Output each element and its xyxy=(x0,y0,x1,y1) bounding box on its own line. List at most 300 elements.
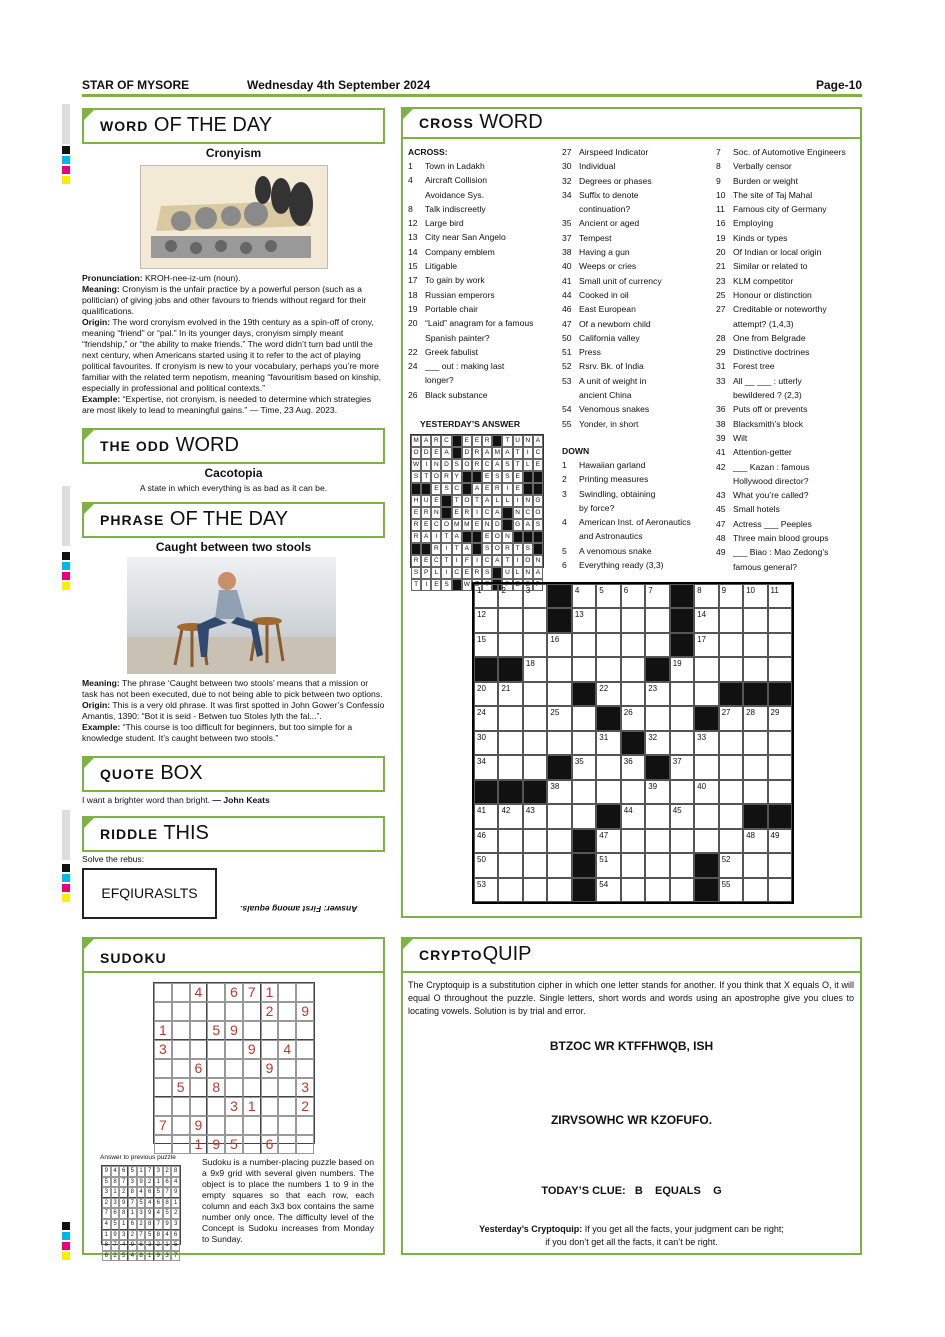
crossword-cell[interactable] xyxy=(596,780,620,804)
crossword-cell[interactable] xyxy=(743,731,767,755)
clue-text: Puts off or prevents xyxy=(733,404,808,415)
crossword-cell[interactable] xyxy=(768,608,792,632)
sudoku-cell[interactable] xyxy=(172,1135,190,1154)
crossword-cell[interactable] xyxy=(768,755,792,779)
crossword-cell[interactable] xyxy=(498,731,522,755)
crossword-cell[interactable] xyxy=(572,780,596,804)
answer-black-square xyxy=(513,531,523,543)
crossword-cell[interactable] xyxy=(645,633,669,657)
sudoku-cell[interactable] xyxy=(278,1021,296,1040)
crossword-cell[interactable] xyxy=(621,780,645,804)
clue-text: continuation? xyxy=(579,204,631,215)
sudoku-cell[interactable] xyxy=(278,1097,296,1116)
crossword-cell[interactable] xyxy=(621,804,645,828)
crossword-cell[interactable] xyxy=(523,608,547,632)
previous-sudoku-cell: 4 xyxy=(163,1230,172,1241)
crossword-cell[interactable] xyxy=(743,657,767,681)
answer-cell: R xyxy=(411,519,421,531)
crossword-cell[interactable] xyxy=(547,682,571,706)
crossword-cell[interactable] xyxy=(670,731,694,755)
sudoku-cell[interactable]: 5 xyxy=(207,1021,225,1040)
crossword-cell[interactable] xyxy=(768,829,792,853)
crossword-cell[interactable] xyxy=(474,829,498,853)
answer-cell: S xyxy=(502,471,512,483)
sudoku-cell[interactable] xyxy=(278,1078,296,1097)
previous-sudoku-cell: 5 xyxy=(111,1219,120,1230)
answer-cell: N xyxy=(523,495,533,507)
sudoku-cell[interactable] xyxy=(225,1002,243,1021)
phrase-title-box xyxy=(82,502,385,538)
sudoku-cell[interactable] xyxy=(296,1116,314,1135)
crossword-cell[interactable] xyxy=(498,682,522,706)
sudoku-cell[interactable] xyxy=(243,1135,261,1154)
crossword-cell[interactable] xyxy=(768,584,792,608)
sudoku-cell[interactable] xyxy=(154,983,172,1002)
answer-cell: E xyxy=(513,579,523,591)
crossword-cell[interactable] xyxy=(694,780,718,804)
crossword-cell[interactable] xyxy=(621,878,645,902)
clue-number: 36 xyxy=(716,404,726,415)
crossword-cell[interactable] xyxy=(596,633,620,657)
crossword-cell[interactable] xyxy=(621,633,645,657)
crossword-cell[interactable] xyxy=(621,584,645,608)
sudoku-cell[interactable] xyxy=(172,1059,190,1078)
previous-sudoku-cell: 3 xyxy=(137,1208,146,1219)
clue-item xyxy=(562,359,712,373)
sudoku-cell[interactable] xyxy=(207,1116,225,1135)
sudoku-cell[interactable]: 1 xyxy=(154,1021,172,1040)
answer-cell: D xyxy=(441,459,451,471)
crossword-cell[interactable] xyxy=(768,878,792,902)
todays-clue: TODAY’S CLUE: B EQUALS G xyxy=(541,1185,722,1197)
crossword-cell[interactable] xyxy=(694,682,718,706)
cell-number: 44 xyxy=(623,806,633,816)
crossword-cell[interactable] xyxy=(670,878,694,902)
sudoku-cell[interactable] xyxy=(278,1002,296,1021)
crossword-cell[interactable] xyxy=(572,804,596,828)
crossword-cell[interactable] xyxy=(474,755,498,779)
crossword-cell[interactable] xyxy=(694,755,718,779)
sudoku-cell[interactable] xyxy=(207,1040,225,1059)
sudoku-cell[interactable] xyxy=(172,1002,190,1021)
crossword-cell[interactable] xyxy=(523,804,547,828)
crossword-cell[interactable] xyxy=(572,755,596,779)
crossword-cell[interactable] xyxy=(596,608,620,632)
sudoku-cell[interactable] xyxy=(207,983,225,1002)
sudoku-cell[interactable] xyxy=(207,1059,225,1078)
answer-cell: T xyxy=(441,531,451,543)
sudoku-cell[interactable] xyxy=(154,1097,172,1116)
crossword-cell[interactable] xyxy=(768,780,792,804)
crossword-cell[interactable] xyxy=(743,853,767,877)
crossword-cell[interactable] xyxy=(474,804,498,828)
sudoku-cell[interactable] xyxy=(225,1116,243,1135)
answer-cell: E xyxy=(513,471,523,483)
crossword-cell[interactable] xyxy=(572,706,596,730)
sudoku-cell[interactable]: 6 xyxy=(261,1135,279,1154)
answer-cell: U xyxy=(513,435,523,447)
sudoku-cell[interactable] xyxy=(207,1097,225,1116)
crossword-cell[interactable] xyxy=(547,780,571,804)
crossword-cell[interactable] xyxy=(645,804,669,828)
previous-sudoku-cell: 2 xyxy=(171,1208,180,1219)
sudoku-cell[interactable] xyxy=(296,1021,314,1040)
crossword-cell[interactable] xyxy=(621,829,645,853)
crossword-cell[interactable] xyxy=(596,731,620,755)
crossword-cell[interactable] xyxy=(670,829,694,853)
crossword-cell[interactable] xyxy=(596,829,620,853)
crossword-cell[interactable] xyxy=(547,829,571,853)
crossword-cell[interactable] xyxy=(670,657,694,681)
crossword-cell[interactable] xyxy=(523,633,547,657)
crossword-cell[interactable] xyxy=(523,829,547,853)
sudoku-cell[interactable]: 9 xyxy=(296,1002,314,1021)
sudoku-cell[interactable]: 5 xyxy=(172,1078,190,1097)
black-square xyxy=(572,682,596,706)
sudoku-cell[interactable] xyxy=(172,1116,190,1135)
previous-sudoku-cell: 2 xyxy=(119,1187,128,1198)
sudoku-cell[interactable] xyxy=(154,1002,172,1021)
sudoku-cell[interactable]: 2 xyxy=(296,1097,314,1116)
crossword-cell[interactable] xyxy=(719,878,743,902)
sudoku-cell[interactable] xyxy=(190,1021,208,1040)
crossword-cell[interactable] xyxy=(645,731,669,755)
crossword-cell[interactable] xyxy=(645,706,669,730)
crossword-cell[interactable] xyxy=(572,633,596,657)
crossword-cell[interactable] xyxy=(719,633,743,657)
sudoku-cell[interactable] xyxy=(296,1135,314,1154)
crossword-cell[interactable] xyxy=(694,657,718,681)
clue-number: 47 xyxy=(716,518,726,529)
crossword-cell[interactable] xyxy=(572,584,596,608)
answer-cell: I xyxy=(441,567,451,579)
crossword-cell[interactable] xyxy=(670,804,694,828)
crossword-cell[interactable] xyxy=(474,706,498,730)
sudoku-cell[interactable]: 7 xyxy=(243,983,261,1002)
sudoku-cell[interactable]: 9 xyxy=(243,1040,261,1059)
sudoku-cell[interactable] xyxy=(172,983,190,1002)
crossword-cell[interactable] xyxy=(719,853,743,877)
crossword-cell[interactable] xyxy=(498,755,522,779)
sudoku-cell[interactable]: 2 xyxy=(261,1002,279,1021)
sudoku-cell[interactable] xyxy=(243,1021,261,1040)
sudoku-cell[interactable] xyxy=(190,1097,208,1116)
answer-cell: E xyxy=(431,579,441,591)
crossword-cell[interactable] xyxy=(523,731,547,755)
crossword-cell[interactable] xyxy=(474,608,498,632)
yesterday-cryptoquip xyxy=(401,1223,862,1249)
answer-cell: I xyxy=(421,459,431,471)
crossword-cell[interactable] xyxy=(694,731,718,755)
crossword-cell[interactable] xyxy=(523,755,547,779)
sudoku-cell[interactable] xyxy=(154,1135,172,1154)
sudoku-cell[interactable] xyxy=(207,1002,225,1021)
crossword-cell[interactable] xyxy=(768,633,792,657)
crossword-cell[interactable] xyxy=(719,657,743,681)
previous-sudoku-cell: 8 xyxy=(171,1166,180,1177)
crossword-cell[interactable] xyxy=(743,829,767,853)
crossword-cell[interactable] xyxy=(474,731,498,755)
crossword-cell[interactable] xyxy=(621,755,645,779)
cell-number: 32 xyxy=(648,732,658,742)
sudoku-cell[interactable]: 9 xyxy=(261,1059,279,1078)
crossword-cell[interactable] xyxy=(621,706,645,730)
crossword-cell[interactable] xyxy=(670,682,694,706)
crossword-cell[interactable] xyxy=(572,608,596,632)
crossword-cell[interactable] xyxy=(572,731,596,755)
sudoku-cell[interactable] xyxy=(190,1040,208,1059)
crossword-cell[interactable] xyxy=(596,878,620,902)
crossword-cell[interactable] xyxy=(621,853,645,877)
clue-item xyxy=(716,502,861,516)
sudoku-cell[interactable] xyxy=(172,1021,190,1040)
sudoku-cell[interactable]: 4 xyxy=(190,983,208,1002)
sudoku-cell[interactable] xyxy=(296,1059,314,1078)
crossword-cell[interactable] xyxy=(694,804,718,828)
sudoku-cell[interactable] xyxy=(225,1040,243,1059)
crossword-cell[interactable] xyxy=(498,853,522,877)
answer-cell: T xyxy=(441,555,451,567)
crossword-cell[interactable] xyxy=(547,853,571,877)
crossword-cell[interactable] xyxy=(743,608,767,632)
sudoku-cell[interactable] xyxy=(190,1078,208,1097)
crossword-cell[interactable] xyxy=(719,706,743,730)
sudoku-cell[interactable]: 1 xyxy=(243,1097,261,1116)
crossword-cell[interactable] xyxy=(596,853,620,877)
crossword-cell[interactable] xyxy=(719,755,743,779)
sudoku-cell[interactable]: 9 xyxy=(190,1116,208,1135)
crossword-cell[interactable] xyxy=(645,780,669,804)
crossword-cell[interactable] xyxy=(768,853,792,877)
sudoku-cell[interactable] xyxy=(243,1116,261,1135)
crossword-cell[interactable] xyxy=(498,804,522,828)
previous-sudoku-cell: 6 xyxy=(137,1240,146,1251)
odd-word: Cacotopia xyxy=(204,466,263,480)
answer-cell: E xyxy=(513,483,523,495)
cell-number: 22 xyxy=(599,683,609,693)
answer-black-square xyxy=(533,531,543,543)
clue-item xyxy=(562,174,712,188)
crossword-cell[interactable] xyxy=(498,633,522,657)
crossword-cell[interactable] xyxy=(670,706,694,730)
sudoku-cell[interactable]: 8 xyxy=(207,1078,225,1097)
sudoku-cell[interactable] xyxy=(278,1135,296,1154)
answer-black-square xyxy=(462,471,472,483)
answer-cell: D xyxy=(462,447,472,459)
sudoku-cell[interactable] xyxy=(261,1116,279,1135)
crossword-cell[interactable] xyxy=(523,706,547,730)
answer-cell: O xyxy=(462,459,472,471)
crossword-cell[interactable] xyxy=(645,608,669,632)
answer-cell: T xyxy=(411,579,421,591)
crossword-cell[interactable] xyxy=(743,755,767,779)
sudoku-cell[interactable] xyxy=(278,1116,296,1135)
crossword-cell[interactable] xyxy=(694,633,718,657)
crossword-cell[interactable] xyxy=(596,682,620,706)
crossword-cell[interactable] xyxy=(694,584,718,608)
crossword-cell[interactable] xyxy=(719,608,743,632)
sudoku-cell[interactable] xyxy=(278,1059,296,1078)
cell-number: 48 xyxy=(746,830,755,840)
sudoku-cell[interactable]: 6 xyxy=(225,983,243,1002)
crossword-cell[interactable] xyxy=(645,853,669,877)
black-square xyxy=(670,608,694,632)
crossword-cell[interactable] xyxy=(498,706,522,730)
clue-text: longer? xyxy=(425,375,454,386)
crossword-cell[interactable] xyxy=(645,878,669,902)
across-clues-col2 xyxy=(562,145,712,431)
sudoku-cell[interactable] xyxy=(261,1078,279,1097)
cell-number: 41 xyxy=(477,806,486,816)
sudoku-cell[interactable] xyxy=(261,1097,279,1116)
crossword-cell[interactable] xyxy=(645,682,669,706)
sudoku-cell[interactable]: 9 xyxy=(225,1021,243,1040)
crossword-cell[interactable] xyxy=(743,780,767,804)
sudoku-cell[interactable] xyxy=(225,1078,243,1097)
crossword-cell[interactable] xyxy=(719,731,743,755)
sudoku-cell[interactable]: 1 xyxy=(190,1135,208,1154)
crossword-cell[interactable] xyxy=(474,853,498,877)
crossword-cell[interactable] xyxy=(768,657,792,681)
reg-mark xyxy=(62,1242,70,1250)
crossword-cell[interactable] xyxy=(474,878,498,902)
sudoku-cell[interactable] xyxy=(225,1059,243,1078)
crossword-cell[interactable] xyxy=(474,584,498,608)
crossword-cell[interactable] xyxy=(621,682,645,706)
sudoku-cell[interactable] xyxy=(278,983,296,1002)
sudoku-cell[interactable] xyxy=(243,1078,261,1097)
crossword-cell[interactable] xyxy=(523,584,547,608)
crossword-cell[interactable] xyxy=(743,706,767,730)
answer-cell: L xyxy=(492,495,502,507)
sudoku-cell[interactable] xyxy=(261,1021,279,1040)
crossword-cell[interactable] xyxy=(547,878,571,902)
across-label: ACROSS: xyxy=(408,147,448,157)
clue-text: Suffix to denote xyxy=(579,189,639,200)
crossword-cell[interactable] xyxy=(596,584,620,608)
crossword-cell[interactable] xyxy=(523,682,547,706)
sudoku-cell[interactable] xyxy=(172,1040,190,1059)
answer-cell: E xyxy=(431,483,441,495)
clue-number: 13 xyxy=(408,232,418,243)
sudoku-cell[interactable]: 3 xyxy=(225,1097,243,1116)
crossword-cell[interactable] xyxy=(719,804,743,828)
sudoku-cell[interactable] xyxy=(243,1002,261,1021)
clue-item xyxy=(716,417,861,431)
sudoku-cell[interactable] xyxy=(154,1078,172,1097)
sudoku-cell[interactable] xyxy=(261,1040,279,1059)
crossword-cell[interactable] xyxy=(498,878,522,902)
clue-item xyxy=(716,460,861,474)
paper-name: STAR OF MYSORE xyxy=(82,78,190,92)
crossword-cell[interactable] xyxy=(768,706,792,730)
crossword-cell[interactable] xyxy=(670,853,694,877)
crossword-cell[interactable] xyxy=(498,608,522,632)
crossword-cell[interactable] xyxy=(523,657,547,681)
crossword-cell[interactable] xyxy=(474,633,498,657)
crossword-cell[interactable] xyxy=(719,780,743,804)
clue-item xyxy=(408,331,558,345)
sudoku-cell[interactable]: 4 xyxy=(278,1040,296,1059)
crossword-cell[interactable] xyxy=(719,584,743,608)
clue-text: Airspeed Indicator xyxy=(579,147,649,157)
sudoku-cell[interactable]: 9 xyxy=(207,1135,225,1154)
answer-cell: U xyxy=(421,495,431,507)
answer-cell: C xyxy=(452,483,462,495)
crossword-cell[interactable] xyxy=(621,657,645,681)
crossword-cell[interactable] xyxy=(670,755,694,779)
crossword-cell[interactable] xyxy=(621,608,645,632)
sudoku-cell[interactable]: 6 xyxy=(190,1059,208,1078)
crossword-cell[interactable] xyxy=(719,829,743,853)
sudoku-cell[interactable]: 7 xyxy=(154,1116,172,1135)
sudoku-cell[interactable]: 1 xyxy=(261,983,279,1002)
sudoku-grid[interactable] xyxy=(153,982,315,1152)
sudoku-cell[interactable] xyxy=(154,1059,172,1078)
clue-number: 26 xyxy=(408,389,418,400)
crossword-cell[interactable] xyxy=(645,829,669,853)
previous-sudoku-cell: 6 xyxy=(171,1230,180,1241)
clue-item xyxy=(408,230,558,244)
crossword-cell[interactable] xyxy=(694,608,718,632)
crossword-cell[interactable] xyxy=(523,878,547,902)
crossword-cell[interactable] xyxy=(645,584,669,608)
sudoku-cell[interactable] xyxy=(172,1097,190,1116)
clue-item xyxy=(716,402,861,416)
clue-item xyxy=(562,388,712,402)
crossword-cell[interactable] xyxy=(498,584,522,608)
crossword-cell[interactable] xyxy=(572,657,596,681)
crossword-cell[interactable] xyxy=(498,829,522,853)
crossword-cell[interactable] xyxy=(547,706,571,730)
previous-sudoku-cell: 8 xyxy=(137,1251,146,1262)
reg-mark xyxy=(62,552,70,560)
crossword-cell[interactable] xyxy=(743,878,767,902)
clue-item xyxy=(562,288,712,302)
crossword-cell[interactable] xyxy=(596,657,620,681)
crossword-cell[interactable] xyxy=(596,755,620,779)
crossword-cell[interactable] xyxy=(768,731,792,755)
cell-number: 6 xyxy=(623,586,629,595)
sudoku-cell[interactable]: 3 xyxy=(296,1078,314,1097)
crossword-cell[interactable] xyxy=(474,682,498,706)
clue-text: Having a gun xyxy=(579,247,630,258)
sudoku-cell[interactable]: 3 xyxy=(154,1040,172,1059)
crossword-cell[interactable] xyxy=(547,731,571,755)
crossword-cell[interactable] xyxy=(547,633,571,657)
crossword-cell[interactable] xyxy=(694,829,718,853)
sudoku-cell[interactable]: 5 xyxy=(225,1135,243,1154)
crossword-cell[interactable] xyxy=(523,853,547,877)
clue-item xyxy=(716,274,861,288)
crossword-cell[interactable] xyxy=(670,780,694,804)
clue-text: Of Indian or local origin xyxy=(733,247,822,258)
previous-sudoku-cell: 5 xyxy=(171,1240,180,1251)
sudoku-cell[interactable] xyxy=(296,1040,314,1059)
answer-cell: C xyxy=(482,459,492,471)
sudoku-cell[interactable] xyxy=(190,1002,208,1021)
crossword-cell[interactable] xyxy=(743,633,767,657)
crossword-cell[interactable] xyxy=(743,584,767,608)
answer-cell: O xyxy=(411,447,421,459)
sudoku-cell[interactable] xyxy=(243,1059,261,1078)
crossword-cell[interactable] xyxy=(547,804,571,828)
sudoku-cell[interactable] xyxy=(296,983,314,1002)
crossword-cell[interactable] xyxy=(547,657,571,681)
clue-item xyxy=(562,402,712,416)
clue-number: 1 xyxy=(408,161,413,171)
answer-cell: A xyxy=(492,507,502,519)
